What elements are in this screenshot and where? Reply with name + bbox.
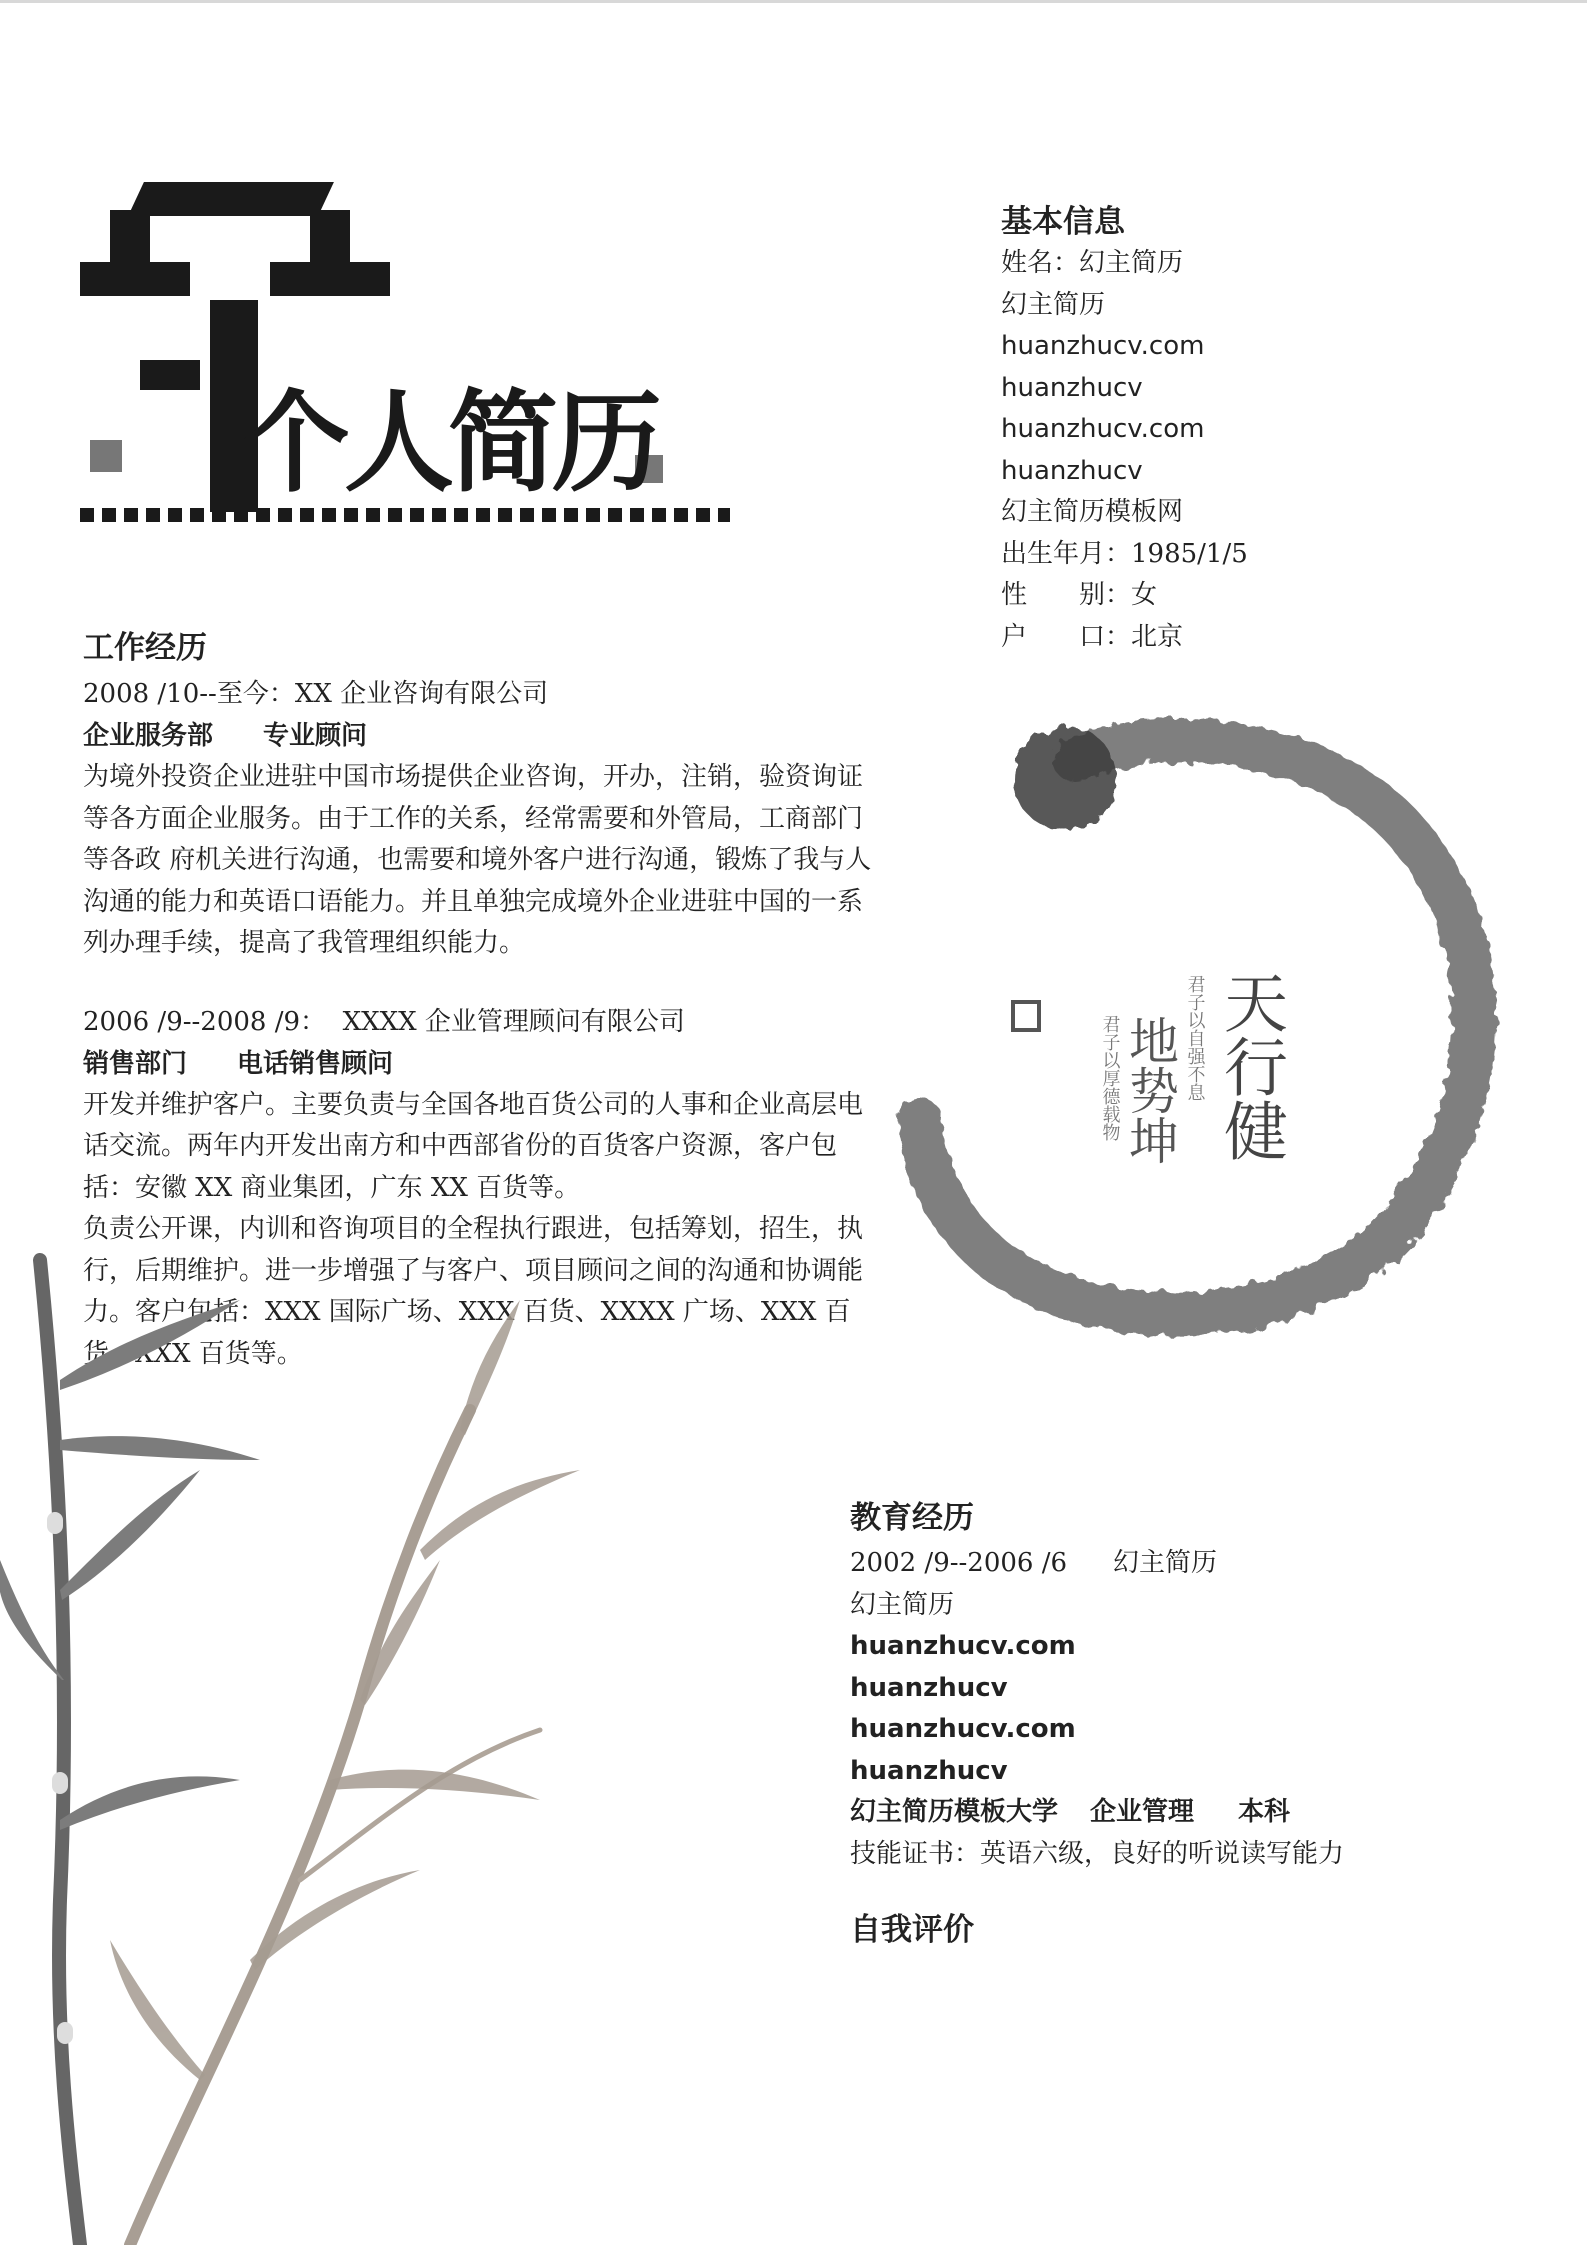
self-evaluation-section: [850, 1904, 974, 1955]
work-heading: 工作经历: [83, 630, 207, 666]
top-border: [0, 0, 1587, 3]
education-line: huanzhucv.com: [850, 1714, 1076, 1744]
calligraphy-text: 君子以自强不息: [1184, 975, 1206, 1101]
ink-circle-calligraphy-art: [905, 700, 1545, 1360]
logo-dotted-line: [80, 508, 730, 522]
basic-info-line: 性 别：女: [1001, 580, 1158, 610]
education-major: 企业管理: [1090, 1797, 1195, 1827]
calligraphy-text: 君子以厚德载物: [1099, 1015, 1121, 1141]
education-line: 幻主简历: [850, 1589, 955, 1620]
basic-info-heading: 基本信息: [1001, 204, 1125, 240]
education-degree: 本科: [1238, 1797, 1291, 1827]
job-dept: 销售部门: [83, 1048, 188, 1079]
job-dept-role: [83, 715, 883, 757]
basic-info-line: huanzhucv: [1001, 455, 1143, 486]
education-school: 幻主简历模板大学: [850, 1797, 1059, 1827]
education-line: huanzhucv: [850, 1755, 1008, 1786]
job-role: 电话销售顾问: [237, 1048, 394, 1079]
basic-info-line: huanzhucv.com: [1001, 331, 1205, 361]
basic-info-line: 出生年月：1985/1/5: [1001, 538, 1248, 569]
calligraphy-text: 地势坤: [1121, 1015, 1179, 1165]
education-period: 2002 /9--2006 /6: [850, 1548, 1068, 1578]
job-dept: 企业服务部: [83, 721, 214, 751]
job-description: 为境外投资企业进驻中国市场提供企业咨询，开办，注销，验资询证等各方面企业服务。由于工作的关系，经常需要和外管局，工商部门等各政 府机关进行沟通，也需要和境外客户进行沟通，锻炼了我与人沟通的能力和英语口语能力。并且单独完成境外企业进驻中国的一系列办理手续，提高了我管理组织能力。: [83, 762, 872, 958]
basic-info-line: 姓名：幻主简历: [1001, 248, 1184, 278]
job-period-company: 2006 /9--2008 /9： XXXX 企业管理顾问有限公司: [83, 1006, 685, 1037]
calligraphy-text: 天行健: [1213, 970, 1287, 1162]
seal-stamp: [1013, 1002, 1039, 1030]
education-heading: 教育经历: [850, 1500, 974, 1536]
basic-info-line: huanzhucv: [1001, 372, 1143, 403]
job-dept-role: [83, 1043, 883, 1085]
education-line: huanzhucv.com: [850, 1631, 1076, 1661]
self-evaluation-heading: 自我评价: [850, 1912, 974, 1948]
education-period-line: [850, 1543, 1550, 1585]
job-description-2: 负责公开课，内训和咨询项目的全程执行跟进，包括筹划，招生，执行，后期维护。进一步增强了与客户、项目顾问之间的沟通和协调能力。客户包括：XXX 国际广场、XXX 百货、XXXX 广场、XXX 百货、XXX 百货等。: [83, 1214, 864, 1369]
basic-info-line: 幻主简历模板网: [1001, 497, 1184, 527]
education-skills: 技能证书：英语六级，良好的听说读写能力: [850, 1838, 1345, 1869]
basic-info-line: 幻主简历: [1001, 289, 1106, 320]
education-line: huanzhucv: [850, 1672, 1008, 1703]
resume-title-logo: [80, 150, 740, 540]
education-section: [850, 1492, 1550, 1875]
basic-info-line: huanzhucv.com: [1001, 414, 1205, 444]
education-period-name: 幻主简历: [1113, 1548, 1218, 1578]
bamboo-ink-painting: [0, 1260, 760, 2245]
education-school-line: [850, 1792, 1550, 1834]
job-role: 专业顾问: [263, 721, 368, 751]
basic-info-line: 户 口：北京: [1001, 621, 1184, 652]
logo-text: 个人简历: [240, 379, 656, 507]
job-period-company: 2008 /10--至今：XX 企业咨询有限公司: [83, 679, 549, 709]
basic-info-section: [1001, 196, 1481, 652]
job-description: 开发并维护客户。主要负责与全国各地百货公司的人事和企业高层电话交流。两年内开发出南方和中西部省份的百货客户资源，客户包括：安徽 XX 商业集团，广东 XX 百货等。: [83, 1089, 864, 1203]
